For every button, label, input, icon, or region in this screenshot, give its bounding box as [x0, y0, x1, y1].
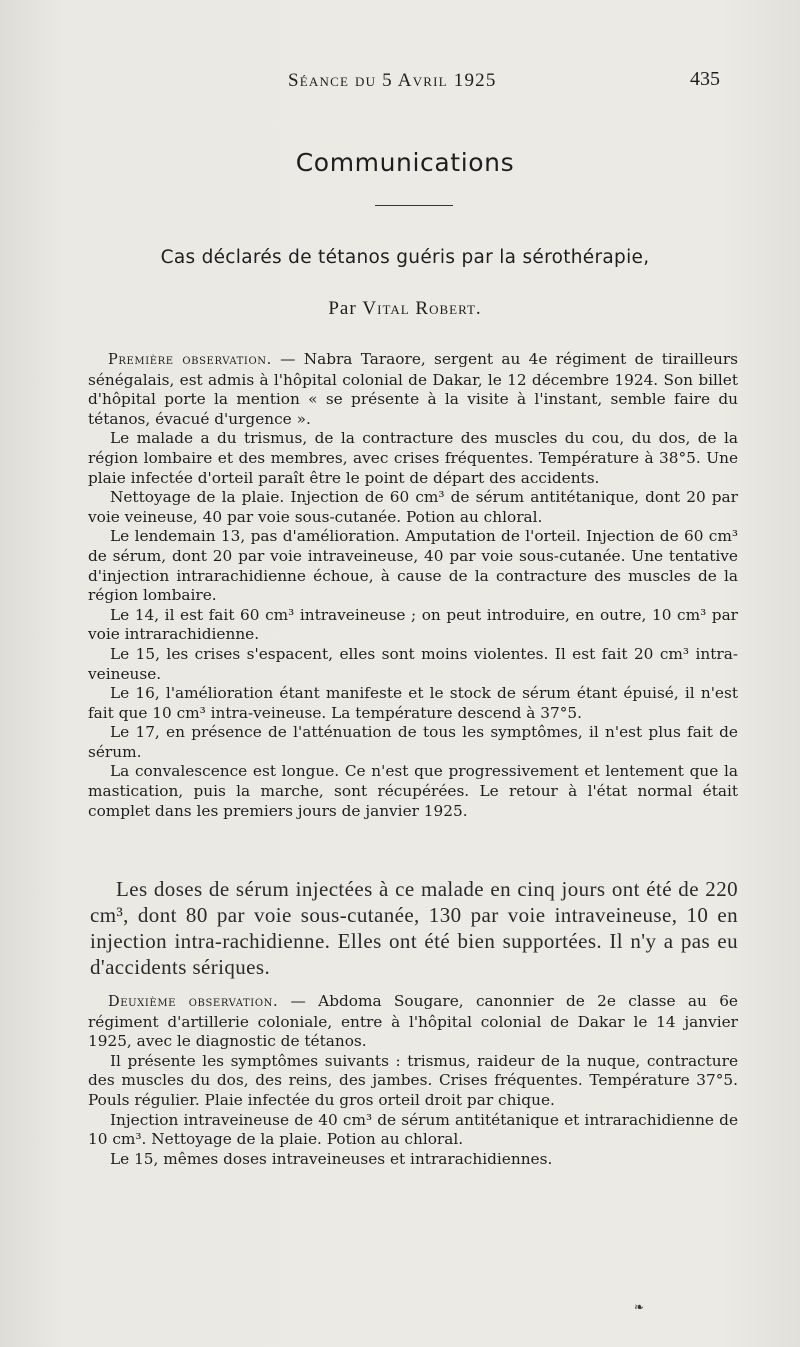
paragraph: Il présente les symptômes suivants : trismus, raideur de la nuque, contracture des muscles du dos, des reins, des jambes. Crises fréquentes. Température 37°5. Pouls régulier. Plaie infectée du gros orteil droit par chique. [88, 1051, 738, 1109]
observation-1-label: Première observation. [108, 352, 272, 368]
observation-2-label: Deuxième observation. [108, 994, 279, 1010]
paragraph: Le 17, en présence de l'atténuation de tous les symptômes, il n'est plus fait de sérum. [88, 723, 738, 761]
inserted-note [90, 876, 738, 980]
paragraph: Le 15, les crises s'espacent, elles sont moins violentes. Il est fait 20 cm³ intra-veineuse. [88, 644, 738, 683]
observation-1-lead: — Nabra Taraore, sergent au 4e régiment de tirailleurs sénégalais, est admis à l'hôpital colonial de Dakar, le 12 décembre 1924. Son billet d'hôpital porte la mention « se présente à la visite à l'instant, semble faire du tétanos, évacué d'urgence ». [88, 350, 738, 428]
author-name: Vital Robert. [362, 298, 482, 319]
paragraph: Le 16, l'amélioration étant manifeste et le stock de sérum étant épuisé, il n'est fait que 10 cm³ intra-veineuse. La température descend à 37°5. [88, 684, 738, 722]
paragraph: Le 14, il est fait 60 cm³ intraveineuse ; on peut introduire, en outre, 10 cm³ par voie intrarachidienne. [88, 605, 738, 644]
ink-mark-icon: ❧ [634, 1300, 645, 1314]
paragraph: Injection intraveineuse de 40 cm³ de sérum antitétanique et intrarachidienne de 10 cm³. Nettoyage de la plaie. Potion au chloral. [88, 1110, 738, 1149]
observation-2-intro [88, 992, 738, 1052]
inserted-note-text: Les doses de sérum injectées à ce malade en cinq jours ont été de 220 cm³, dont 80 par voie sous-cutanée, 130 par voie intraveineuse, 10 en injection intra-rachidienne. Elles ont été bien supportées. Il n'y a pas eu d'accidents sériques. [90, 877, 738, 979]
observation-2-lead: — Abdoma Sougare, canonnier de 2e classe au 6e régiment d'artillerie coloniale, entre à l'hôpital colonial de Dakar le 14 janvier 1925, avec le diagnostic de tétanos. [88, 992, 738, 1051]
paragraph: Le 15, mêmes doses intraveineuses et intrarachidiennes. [110, 1149, 553, 1168]
page-number: 435 [690, 68, 720, 90]
article-title: Cas déclarés de tétanos guéris par la sérothérapie, [160, 247, 650, 268]
observation-2 [88, 992, 738, 1169]
observation-1 [88, 350, 738, 821]
observation-1-intro [88, 350, 738, 429]
byline-prefix: Par [328, 298, 357, 319]
title-rule [375, 205, 453, 206]
paragraph: La convalescence est longue. Ce n'est que progressivement et lentement que la mastication, puis la marche, sont récupérées. Le retour à l'état normal était complet dans les premiers jours de janvier 1925. [88, 762, 738, 820]
section-title: Communications [295, 148, 515, 177]
running-title: Séance du 5 Avril 1925 [288, 70, 497, 91]
paragraph: Le malade a du trismus, de la contracture des muscles du cou, du dos, de la région lombaire et des membres, avec crises fréquentes. Température à 38°5. Une plaie infectée d'orteil paraît être le point de départ des accidents. [88, 429, 738, 487]
paragraph: Nettoyage de la plaie. Injection de 60 cm³ de sérum antitétanique, dont 20 par voie veineuse, 40 par voie sous-cutanée. Potion au chloral. [88, 488, 738, 526]
byline [0, 298, 800, 320]
paragraph: Le lendemain 13, pas d'amélioration. Amputation de l'orteil. Injection de 60 cm³ de sérum, dont 20 par voie intraveineuse, 40 par voie sous-cutanée. Une tentative d'injection intrarachidienne échoue, à cause de la contracture des muscles de la région lombaire. [88, 527, 738, 605]
running-header [0, 66, 800, 96]
